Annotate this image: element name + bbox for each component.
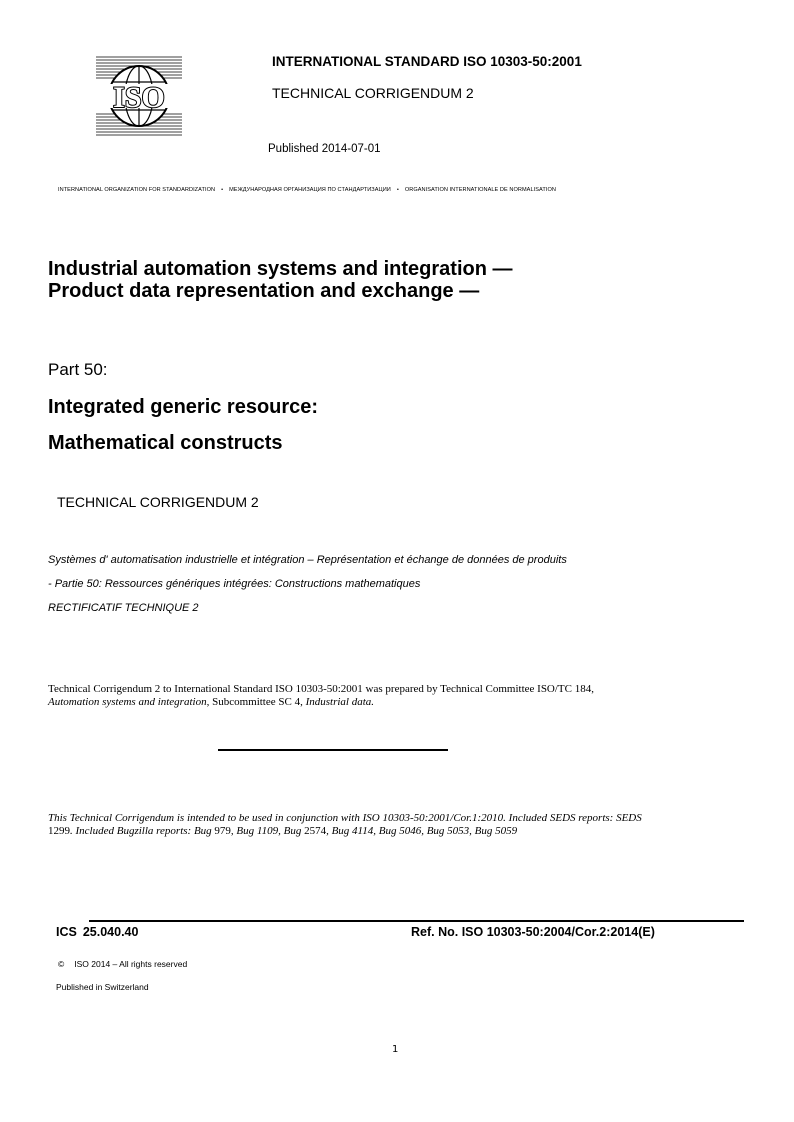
copyright-text: ISO 2014 – All rights reserved: [74, 959, 188, 969]
ics-label: ICS: [56, 925, 77, 939]
note-text: , Bug: [278, 825, 305, 837]
reference-number: Ref. No. ISO 10303-50:2004/Cor.2:2014(E): [411, 925, 655, 939]
subcommittee-name: Industrial data.: [305, 696, 375, 708]
org-russian: МЕЖДУНАРОДНАЯ ОРГАНИЗАЦИЯ ПО СТАНДАРТИЗАЦИИ: [229, 187, 391, 193]
part-title-2: Mathematical constructs: [48, 432, 283, 454]
french-title-1: Systèmes d' automatisation industrielle et intégration – Représentation et échange de données de produits: [48, 554, 567, 566]
title-line-1: Industrial automation systems and integration —: [48, 258, 513, 280]
part-number: Part 50:: [48, 360, 108, 379]
note-number: 1299: [48, 825, 70, 837]
note-text: This Technical Corrigendum is intended to be used in conjunction with ISO 10303-50:2001/Cor.1:2010. Included SEDS reports: SEDS: [48, 812, 642, 824]
ics-code: [56, 925, 138, 939]
organizations-line: [58, 187, 556, 193]
document-title: [48, 258, 513, 302]
french-title-2: - Partie 50: Ressources génériques intégrées: Constructions mathematiques: [48, 578, 421, 590]
usage-note: [48, 812, 750, 838]
french-title-3: RECTIFICATIF TECHNIQUE 2: [48, 602, 199, 614]
note-text: , Bug: [230, 825, 257, 837]
corrigendum-label: TECHNICAL CORRIGENDUM 2: [272, 85, 474, 101]
technical-corrigendum: TECHNICAL CORRIGENDUM 2: [57, 494, 259, 510]
iso-logo: [96, 56, 182, 136]
preparation-statement: [48, 683, 748, 709]
org-english: INTERNATIONAL ORGANIZATION FOR STANDARDIZATION: [58, 187, 216, 193]
note-number: 979: [214, 825, 231, 837]
prep-text-2: Subcommittee SC 4,: [209, 696, 306, 708]
standard-title: INTERNATIONAL STANDARD ISO 10303-50:2001: [272, 54, 582, 69]
published-in: Published in Switzerland: [56, 982, 149, 992]
separator-rule: [218, 749, 448, 751]
note-number: 2574: [304, 825, 327, 837]
note-text: , Bug 4114, Bug 5046, Bug 5053, Bug 5059: [326, 825, 518, 837]
org-french: ORGANISATION INTERNATIONALE DE NORMALISATION: [404, 187, 556, 193]
prep-text: Technical Corrigendum 2 to International Standard ISO 10303-50:2001 was prepared by Technical Committee ISO/TC 184,: [48, 683, 594, 695]
published-date: Published 2014-07-01: [268, 143, 381, 155]
note-text: . Included Bugzilla reports: Bug: [70, 825, 215, 837]
org-separator: •: [221, 187, 224, 193]
ics-value: 25.040.40: [82, 925, 139, 939]
title-line-2: Product data representation and exchange —: [48, 280, 480, 302]
copyright-icon: ©: [58, 959, 65, 969]
note-number: 1109: [256, 825, 279, 837]
committee-name: Automation systems and integration,: [48, 696, 210, 708]
part-title-1: Integrated generic resource:: [48, 396, 319, 418]
footer-rule: [89, 920, 744, 922]
page-number: 1: [392, 1044, 399, 1055]
iso-logo-text: ISO: [113, 81, 165, 114]
org-separator: •: [396, 187, 399, 193]
copyright: [58, 959, 187, 969]
